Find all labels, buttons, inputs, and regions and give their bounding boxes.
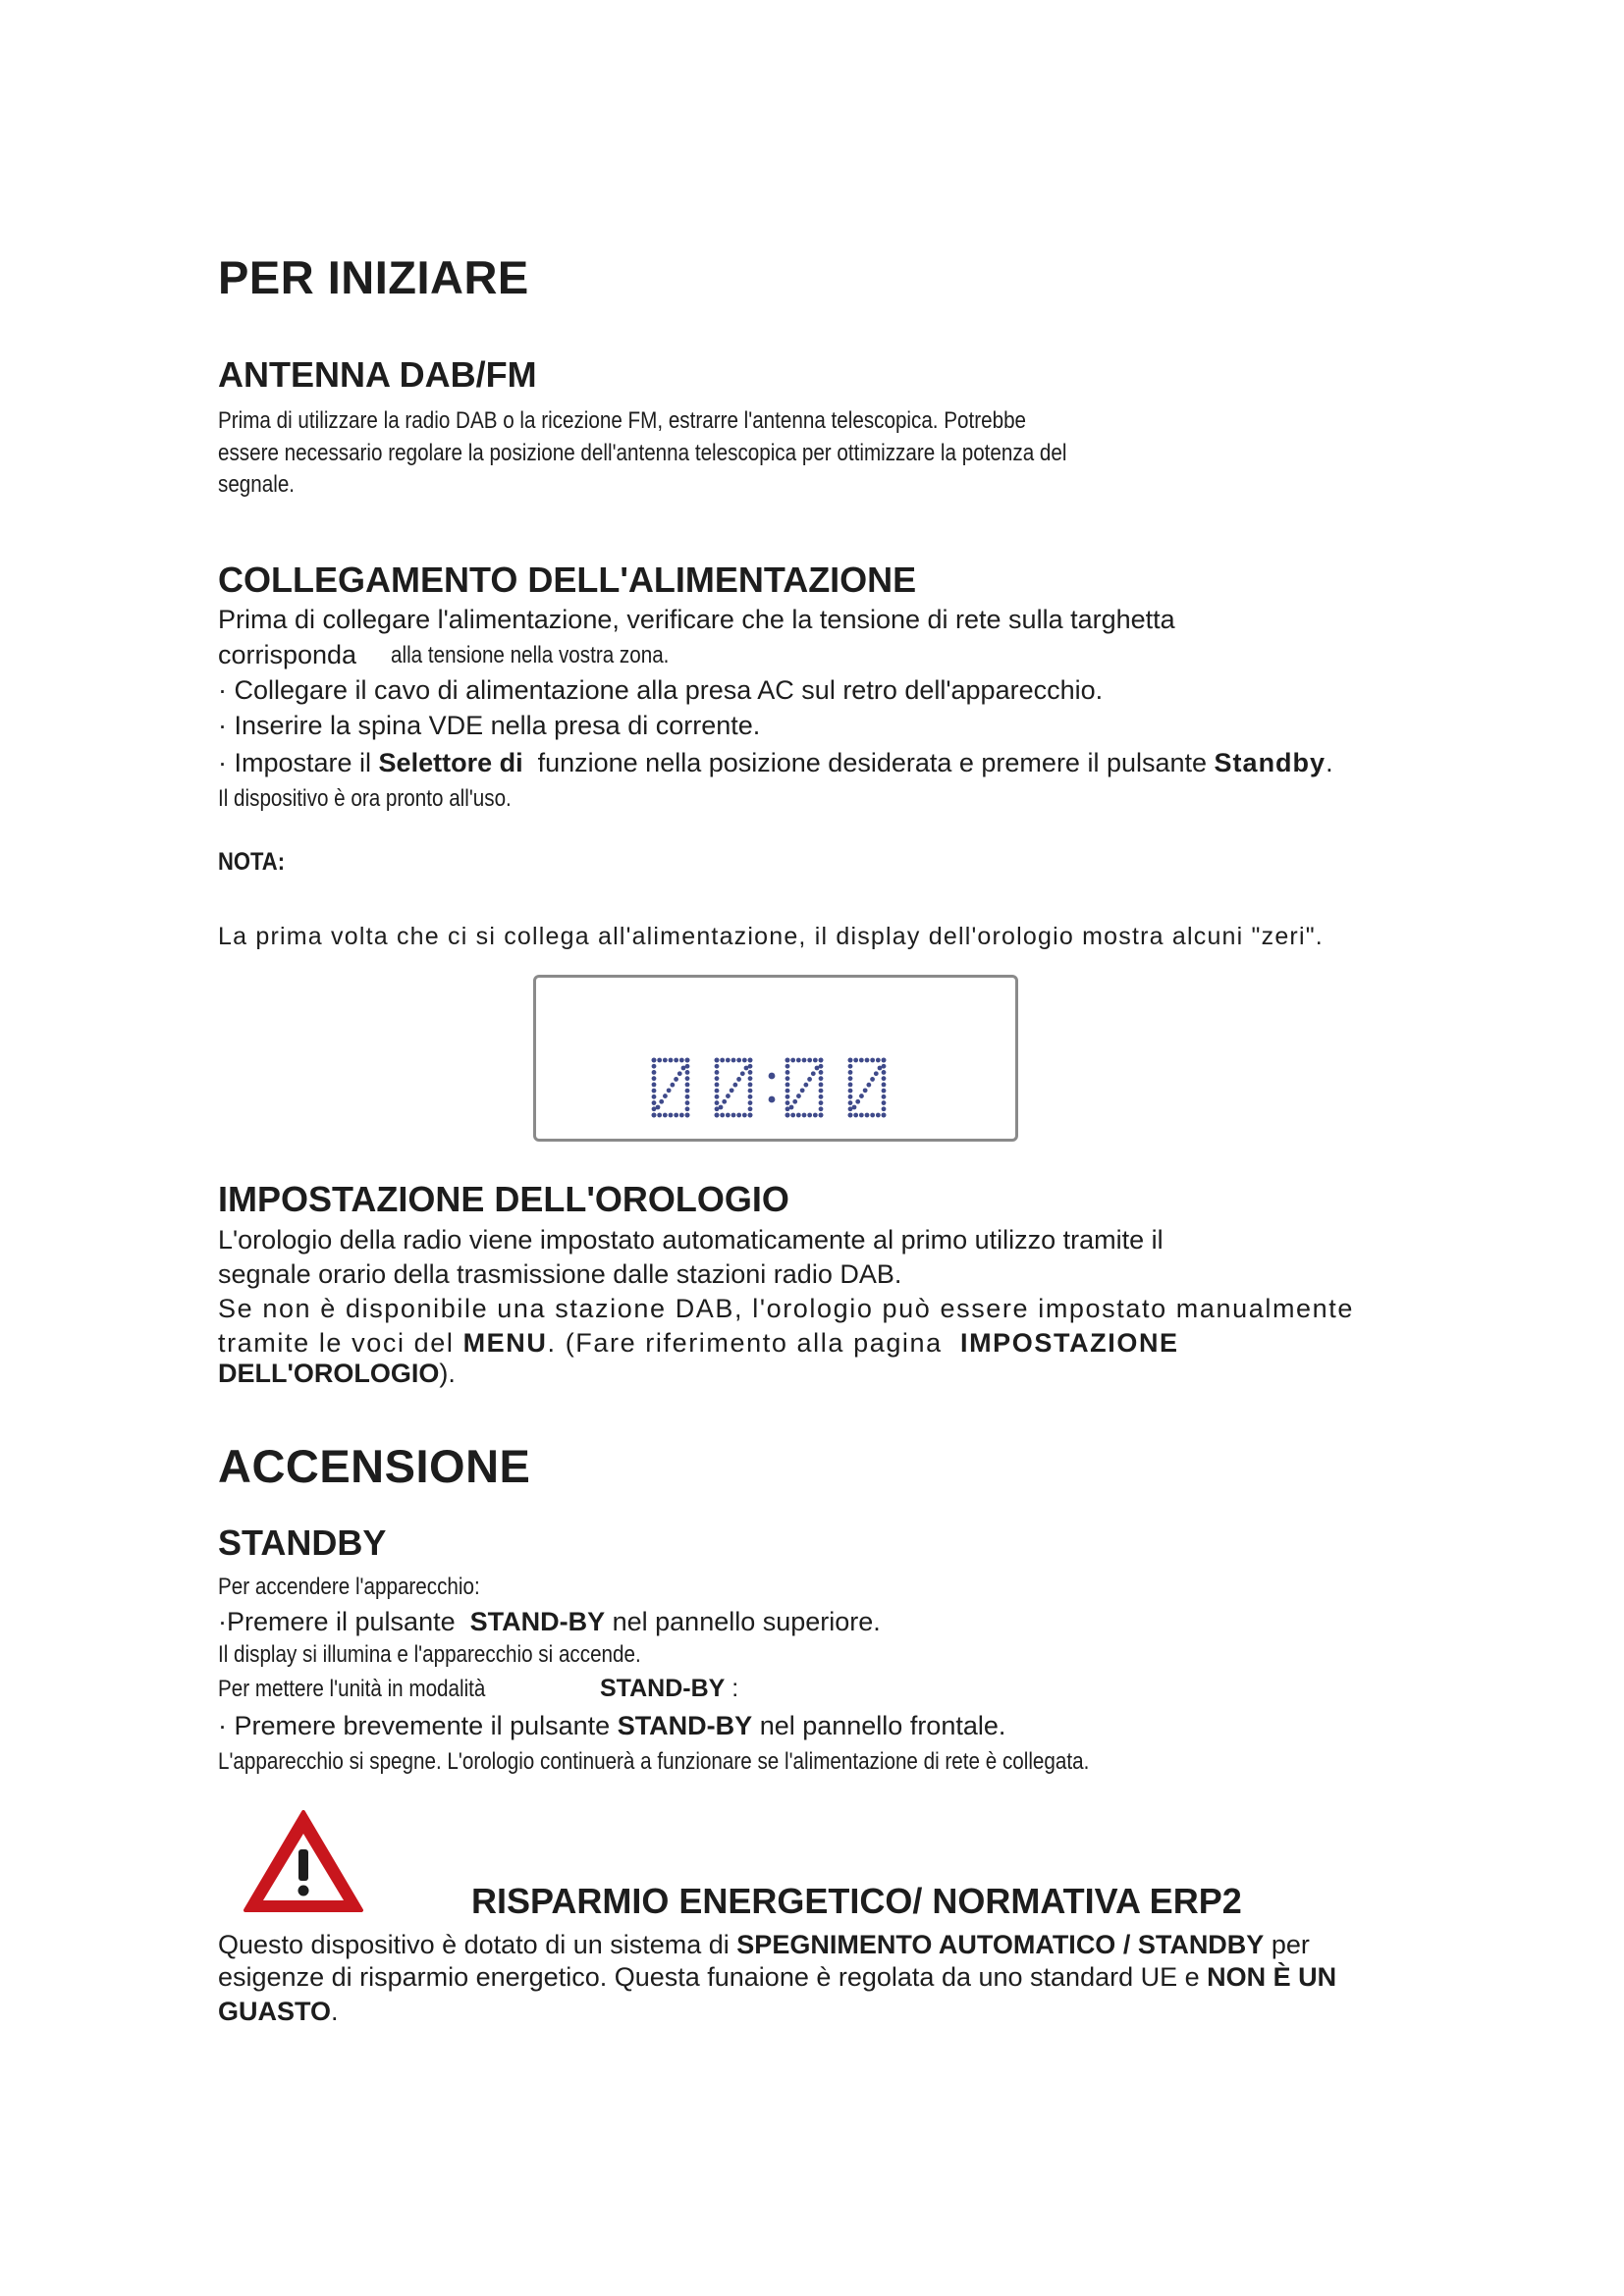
clock-dot bbox=[785, 1064, 790, 1069]
clock-dot bbox=[819, 1089, 824, 1094]
clock-line-5: DELL'OROLOGIO). bbox=[218, 1359, 456, 1388]
clock-dot bbox=[865, 1113, 870, 1118]
power-bullet-2: · Inserire la spina VDE nella presa di corrente. bbox=[218, 711, 761, 740]
clock-dot bbox=[807, 1058, 812, 1063]
standby-line-4a: Per mettere l'unità in modalità bbox=[218, 1676, 486, 1702]
clock-dot bbox=[802, 1113, 807, 1118]
clock-dot bbox=[870, 1113, 875, 1118]
note-text: La prima volta che ci si collega all'alimentazione, il display dell'orologio mostra alcuni "zeri". bbox=[218, 923, 1324, 950]
clock-dot bbox=[685, 1095, 690, 1099]
clock-dot bbox=[790, 1058, 795, 1063]
clock-dot bbox=[748, 1113, 753, 1118]
standby-line-4b: STAND-BY : bbox=[600, 1675, 739, 1702]
clock-dot bbox=[748, 1082, 753, 1087]
clock-dot bbox=[715, 1064, 720, 1069]
clock-dot bbox=[663, 1058, 668, 1063]
standby-line-6: L'apparecchio si spegne. L'orologio continuerà a funzionare se l'alimentazione di rete è collegata. bbox=[218, 1748, 1090, 1775]
subsection-title-antenna: ANTENNA DAB/FM bbox=[218, 354, 537, 395]
clock-dot bbox=[859, 1113, 864, 1118]
clock-dot bbox=[865, 1058, 870, 1063]
clock-dot bbox=[748, 1089, 753, 1094]
clock-line-2: segnale orario della trasmissione dalle stazioni radio DAB. bbox=[218, 1259, 902, 1289]
energy-line-3: GUASTO. bbox=[218, 1997, 339, 2026]
clock-line-1: L'orologio della radio viene impostato automaticamente al primo utilizzo tramite il bbox=[218, 1225, 1164, 1255]
clock-line-4: tramite le voci del MENU. (Fare riferimento alla pagina IMPOSTAZIONE bbox=[218, 1328, 1179, 1358]
clock-dot bbox=[796, 1094, 801, 1098]
clock-dot bbox=[819, 1100, 824, 1105]
clock-dot bbox=[882, 1076, 887, 1081]
clock-dot bbox=[819, 1058, 824, 1063]
clock-dot bbox=[685, 1076, 690, 1081]
clock-dot bbox=[785, 1070, 790, 1075]
clock-dot bbox=[652, 1070, 657, 1075]
subsection-title-standby: STANDBY bbox=[218, 1522, 387, 1563]
clock-dot bbox=[785, 1089, 790, 1094]
clock-digits bbox=[536, 978, 1021, 1145]
clock-dot bbox=[819, 1095, 824, 1099]
clock-dot bbox=[855, 1099, 860, 1104]
subsection-title-energy: RISPARMIO ENERGETICO/ NORMATIVA ERP2 bbox=[471, 1881, 1242, 1921]
clock-dot bbox=[736, 1077, 741, 1082]
clock-dot bbox=[715, 1100, 720, 1105]
clock-dot bbox=[722, 1099, 727, 1104]
clock-dot bbox=[736, 1113, 741, 1118]
clock-dot bbox=[669, 1113, 674, 1118]
clock-dot bbox=[681, 1066, 686, 1071]
clock-dot bbox=[848, 1058, 853, 1063]
power-ready: Il dispositivo è ora pronto all'uso. bbox=[218, 785, 512, 812]
clock-dot bbox=[785, 1100, 790, 1105]
clock-dot bbox=[652, 1100, 657, 1105]
clock-dot bbox=[882, 1106, 887, 1111]
clock-dot bbox=[870, 1077, 875, 1082]
clock-dot bbox=[720, 1058, 725, 1063]
clock-dot bbox=[667, 1088, 672, 1093]
clock-dot bbox=[748, 1095, 753, 1099]
clock-dot bbox=[848, 1095, 853, 1099]
clock-dot bbox=[815, 1066, 820, 1071]
clock-dot bbox=[802, 1058, 807, 1063]
clock-dot bbox=[863, 1088, 868, 1093]
clock-dot bbox=[882, 1089, 887, 1094]
clock-dot bbox=[726, 1113, 731, 1118]
standby-line-3: Il display si illumina e l'apparecchio si accende. bbox=[218, 1641, 641, 1668]
clock-dot bbox=[656, 1105, 661, 1110]
clock-dot bbox=[874, 1071, 879, 1076]
clock-colon-dot bbox=[769, 1073, 776, 1080]
antenna-line-1: Prima di utilizzare la radio DAB o la ricezione FM, estrarre l'antenna telescopica. Potrebbe bbox=[218, 407, 1027, 434]
clock-dot bbox=[876, 1113, 881, 1118]
subsection-title-clock: IMPOSTAZIONE DELL'OROLOGIO bbox=[218, 1179, 789, 1219]
clock-dot bbox=[740, 1071, 745, 1076]
clock-dot bbox=[796, 1113, 801, 1118]
clock-dot bbox=[813, 1113, 818, 1118]
clock-dot bbox=[715, 1082, 720, 1087]
clock-dot bbox=[685, 1089, 690, 1094]
clock-dot bbox=[848, 1082, 853, 1087]
clock-colon-dot bbox=[769, 1096, 776, 1103]
clock-dot bbox=[663, 1113, 668, 1118]
clock-dot bbox=[685, 1058, 690, 1063]
clock-dot bbox=[882, 1058, 887, 1063]
clock-dot bbox=[748, 1100, 753, 1105]
clock-dot bbox=[859, 1094, 864, 1098]
clock-dot bbox=[853, 1058, 858, 1063]
clock-dot bbox=[715, 1058, 720, 1063]
clock-dot bbox=[859, 1058, 864, 1063]
clock-dot bbox=[792, 1099, 797, 1104]
clock-dot bbox=[657, 1058, 662, 1063]
clock-dot bbox=[674, 1077, 678, 1082]
clock-dot bbox=[679, 1058, 684, 1063]
clock-dot bbox=[819, 1070, 824, 1075]
section-title-per-iniziare: PER INIZIARE bbox=[218, 251, 529, 303]
clock-dot bbox=[652, 1058, 657, 1063]
clock-dot bbox=[876, 1058, 881, 1063]
clock-dot bbox=[870, 1058, 875, 1063]
clock-dot bbox=[848, 1100, 853, 1105]
clock-dot bbox=[748, 1076, 753, 1081]
clock-dot bbox=[715, 1070, 720, 1075]
clock-dot bbox=[882, 1070, 887, 1075]
clock-dot bbox=[744, 1066, 749, 1071]
clock-dot bbox=[848, 1076, 853, 1081]
warning-triangle-icon bbox=[242, 1808, 365, 1914]
clock-dot bbox=[715, 1113, 720, 1118]
standby-line-1: Per accendere l'apparecchio: bbox=[218, 1574, 480, 1600]
clock-dot bbox=[679, 1113, 684, 1118]
clock-dot bbox=[663, 1094, 668, 1098]
clock-dot bbox=[719, 1105, 724, 1110]
section-title-accensione: ACCENSIONE bbox=[218, 1440, 531, 1492]
clock-dot bbox=[732, 1083, 737, 1088]
clock-dot bbox=[785, 1076, 790, 1081]
energy-line-1: Questo dispositivo è dotato di un sistema di SPEGNIMENTO AUTOMATICO / STANDBY per bbox=[218, 1930, 1310, 1959]
clock-dot bbox=[669, 1058, 674, 1063]
clock-dot bbox=[819, 1113, 824, 1118]
clock-dot bbox=[878, 1066, 883, 1071]
clock-dot bbox=[813, 1058, 818, 1063]
antenna-line-2: essere necessario regolare la posizione dell'antenna telescopica per ottimizzare la potenza del bbox=[218, 440, 1067, 466]
clock-dot bbox=[720, 1113, 725, 1118]
clock-dot bbox=[853, 1113, 858, 1118]
clock-dot bbox=[819, 1082, 824, 1087]
clock-dot bbox=[819, 1076, 824, 1081]
clock-dot bbox=[715, 1076, 720, 1081]
clock-dot bbox=[796, 1058, 801, 1063]
clock-dot bbox=[785, 1082, 790, 1087]
clock-dot bbox=[803, 1083, 808, 1088]
clock-dot bbox=[785, 1113, 790, 1118]
clock-dot bbox=[715, 1095, 720, 1099]
clock-dot bbox=[736, 1058, 741, 1063]
clock-dot bbox=[685, 1106, 690, 1111]
clock-dot bbox=[652, 1095, 657, 1099]
clock-dot bbox=[685, 1070, 690, 1075]
clock-dot bbox=[748, 1058, 753, 1063]
power-line-2a: corrisponda bbox=[218, 640, 357, 669]
clock-dot bbox=[882, 1113, 887, 1118]
clock-dot bbox=[657, 1113, 662, 1118]
clock-dot bbox=[882, 1100, 887, 1105]
clock-dot bbox=[866, 1083, 871, 1088]
clock-dot bbox=[715, 1089, 720, 1094]
clock-dot bbox=[807, 1113, 812, 1118]
clock-dot bbox=[652, 1076, 657, 1081]
clock-dot bbox=[726, 1058, 731, 1063]
clock-dot bbox=[748, 1070, 753, 1075]
clock-dot bbox=[730, 1088, 734, 1093]
clock-dot bbox=[652, 1064, 657, 1069]
subsection-title-power: COLLEGAMENTO DELL'ALIMENTAZIONE bbox=[218, 560, 917, 600]
clock-dot bbox=[685, 1100, 690, 1105]
clock-dot bbox=[807, 1077, 812, 1082]
clock-dot bbox=[882, 1082, 887, 1087]
clock-dot bbox=[742, 1058, 747, 1063]
clock-dot bbox=[670, 1083, 675, 1088]
clock-dot bbox=[742, 1113, 747, 1118]
note-label: NOTA: bbox=[218, 848, 286, 876]
clock-line-3: Se non è disponibile una stazione DAB, l'orologio può essere impostato manualmente bbox=[218, 1294, 1354, 1323]
clock-dot bbox=[882, 1095, 887, 1099]
clock-dot bbox=[652, 1082, 657, 1087]
antenna-line-3: segnale. bbox=[218, 471, 296, 498]
clock-dot bbox=[785, 1058, 790, 1063]
clock-dot bbox=[674, 1113, 678, 1118]
clock-dot bbox=[685, 1113, 690, 1118]
standby-line-2: ·Premere il pulsante STAND-BY nel pannello superiore. bbox=[218, 1607, 881, 1636]
clock-dot bbox=[659, 1099, 664, 1104]
clock-dot bbox=[652, 1113, 657, 1118]
clock-dot bbox=[800, 1088, 805, 1093]
clock-dot bbox=[677, 1071, 682, 1076]
clock-dot bbox=[748, 1106, 753, 1111]
clock-dot bbox=[652, 1089, 657, 1094]
clock-dot bbox=[819, 1106, 824, 1111]
clock-dot bbox=[674, 1058, 678, 1063]
power-line-2b: alla tensione nella vostra zona. bbox=[391, 642, 670, 668]
clock-dot bbox=[852, 1105, 857, 1110]
energy-line-2: esigenze di risparmio energetico. Questa funaione è regolata da uno standard UE e NON È UN bbox=[218, 1962, 1337, 1992]
clock-dot bbox=[811, 1071, 816, 1076]
clock-dot bbox=[785, 1095, 790, 1099]
clock-dot bbox=[790, 1113, 795, 1118]
clock-display bbox=[533, 975, 1018, 1142]
clock-dot bbox=[789, 1105, 794, 1110]
power-bullet-3: · Impostare il Selettore di funzione nella posizione desiderata e premere il pulsante Standby. bbox=[218, 748, 1333, 777]
clock-dot bbox=[848, 1113, 853, 1118]
standby-line-5: · Premere brevemente il pulsante STAND-BY nel pannello frontale. bbox=[218, 1711, 1006, 1740]
power-bullet-1: · Collegare il cavo di alimentazione alla presa AC sul retro dell'apparecchio. bbox=[218, 675, 1104, 705]
clock-dot bbox=[726, 1094, 731, 1098]
power-line-1: Prima di collegare l'alimentazione, verificare che la tensione di rete sulla targhetta bbox=[218, 605, 1175, 634]
clock-dot bbox=[848, 1070, 853, 1075]
clock-dot bbox=[731, 1058, 736, 1063]
clock-dot bbox=[685, 1082, 690, 1087]
clock-dot bbox=[848, 1089, 853, 1094]
clock-dot bbox=[731, 1113, 736, 1118]
clock-dot bbox=[848, 1064, 853, 1069]
